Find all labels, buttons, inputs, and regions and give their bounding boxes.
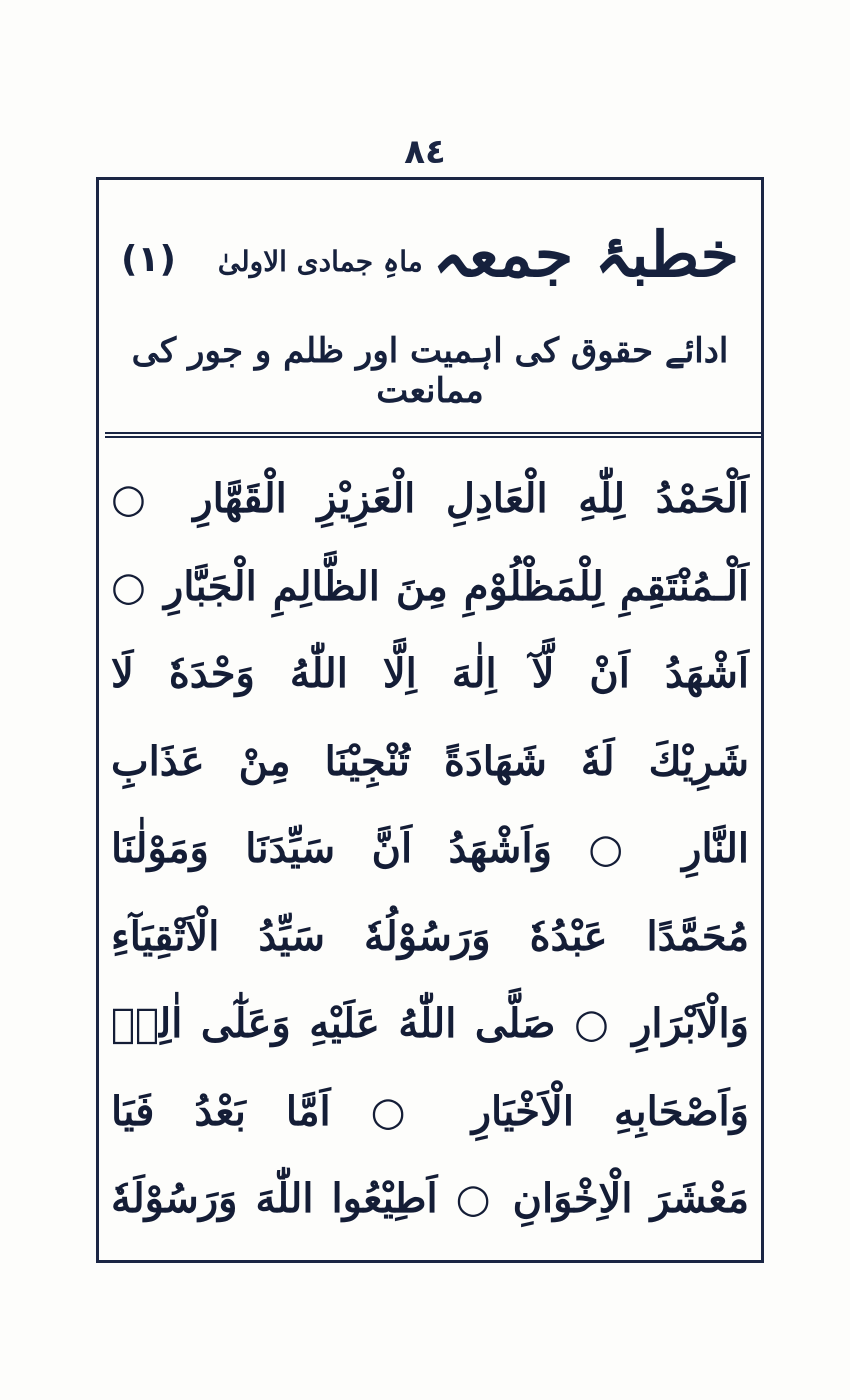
text-line: مُحَمَّدًا عَبْدُهٗ وَرَسُوْلُهٗ سَيِّدُ الْاَتْقِيَآءِ	[111, 912, 749, 960]
sequence-number: (١)	[121, 238, 176, 280]
sermon-subtitle: ادائے حقوق کی اہمیت اور ظلم و جور کی ممانعت	[131, 331, 729, 411]
double-divider	[105, 432, 761, 438]
page-number: ٨٤	[404, 132, 446, 172]
text-line: شَرِيْكَ لَهٗ شَهَادَةً تُنْجِيْنَا مِنْ عَذَابِ	[111, 737, 749, 785]
text-line: اَلْحَمْدُ لِلّٰهِ الْعَادِلِ الْعَزِيْزِ الْقَهَّارِ ○	[111, 475, 749, 523]
text-line: وَاَصْحَابِهِ الْاَخْيَارِ ○ اَمَّا بَعْدُ فَيَا	[111, 1087, 749, 1135]
text-line: اَشْهَدُ اَنْ لَّآ اِلٰهَ اِلَّا اللّٰهُ وَحْدَهٗ لَا	[111, 650, 749, 698]
text-line: اَلْـمُنْتَقِمِ لِلْمَظْلُوْمِ مِنَ الظَّالِمِ الْجَبَّارِ ○	[111, 562, 749, 610]
month-label: ماہِ جمادی الاولیٰ	[217, 244, 423, 278]
text-line: النَّارِ ○ وَاَشْهَدُ اَنَّ سَيِّدَنَا وَمَوْلٰنَا	[111, 825, 749, 873]
sermon-body	[111, 455, 749, 1243]
text-line: مَعْشَرَ الْاِخْوَانِ ○ اَطِيْعُوا اللّٰهَ وَرَسُوْلَهٗ	[111, 1175, 749, 1223]
header-title-row	[99, 210, 761, 300]
sermon-title: خطبۂ جمعہ	[432, 218, 739, 291]
text-line: وَالْاَبْرَارِ ○ صَلَّى اللّٰهُ عَلَيْهِ وَعَلٰٓى اٰلِهٖ	[111, 1000, 749, 1048]
page-frame	[96, 177, 764, 1263]
